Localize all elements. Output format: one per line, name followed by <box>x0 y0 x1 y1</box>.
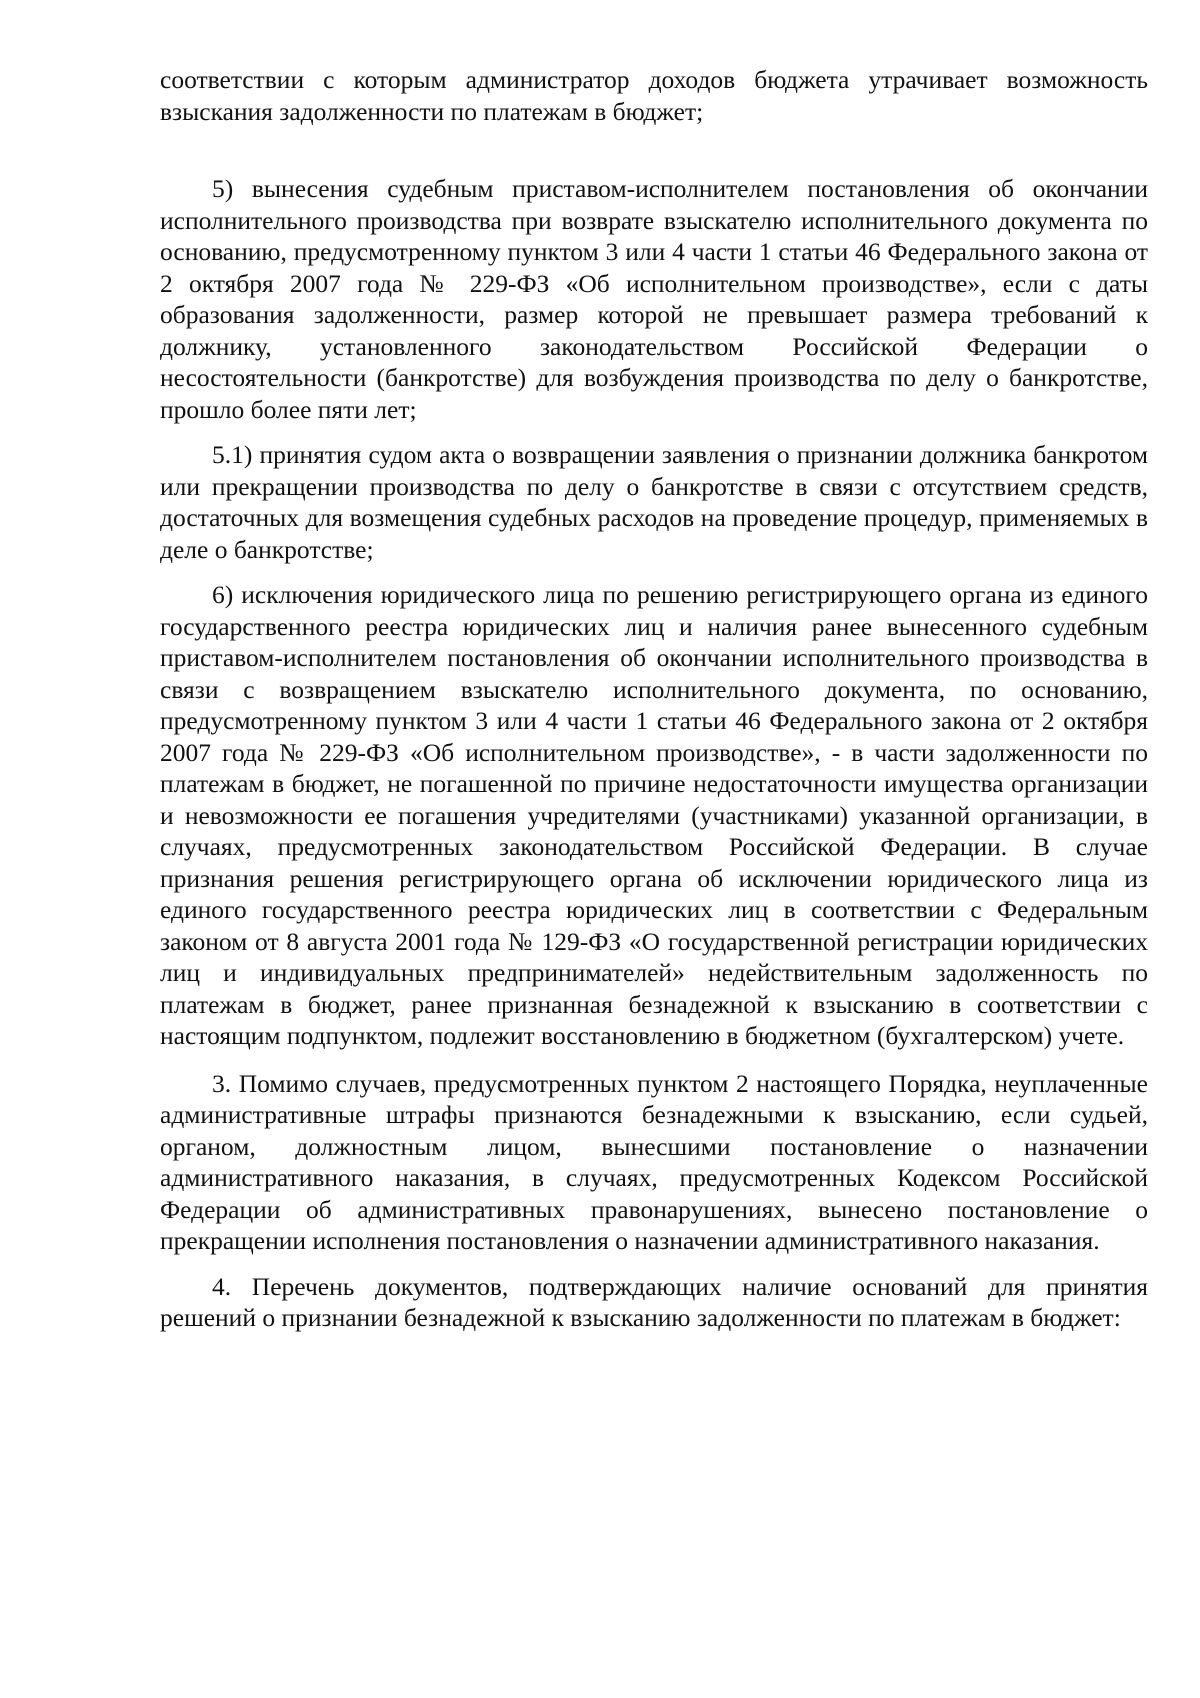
paragraph-clause-3: 3. Помимо случаев, предусмотренных пунктом 2 настоящего Порядка, неуплаченные административные штрафы признаются безнадежными к взысканию, если судьей, органом, должностным лицом, вынесшими постановление о назначении административного наказания, в случаях, предусмотренных Кодексом Российской Федерации об административных правонарушениях, вынесено постановление о прекращении исполнения постановления о назначении административного наказания. <box>160 1068 1148 1255</box>
paragraph-clause-4: 4. Перечень документов, подтверждающих наличие оснований для принятия решений о признании безнадежной к взысканию задолженности по платежам в бюджет: <box>160 1271 1148 1332</box>
document-body <box>160 64 1148 1334</box>
paragraph-item-5-1: 5.1) принятия судом акта о возвращении заявления о признании должника банкротом или прекращении производства по делу о банкротстве в связи с отсутствием средств, достаточных для возмещения судебных расходов на проведение процедур, применяемых в деле о банкротстве; <box>160 440 1148 564</box>
paragraph-continuation: соответствии с которым администратор доходов бюджета утрачивает возможность взыскания задолженности по платежам в бюджет; <box>160 65 1148 126</box>
paragraph-item-5: 5) вынесения судебным приставом-исполнителем постановления об окончании исполнительного производства при возврате взыскателю исполнительного документа по основанию, предусмотренному пунктом 3 или 4 части 1 статьи 46 Федерального закона от 2 октября 2007 года № 229-ФЗ «Об исполнительном производстве», если с даты образования задолженности, размер которой не превышает размера требований к должнику, установленного законодательством Российской Федерации о несостоятельности (банкротстве) для возбуждения производства по делу о банкротстве, прошло более пяти лет; <box>160 174 1148 424</box>
paragraph-item-6: 6) исключения юридического лица по решению регистрирующего органа из единого государственного реестра юридических лиц и наличия ранее вынесенного судебным приставом-исполнителем постановления об окончании исполнительного производства в связи с возвращением взыскателю исполнительного документа, по основанию, предусмотренному пунктом 3 или 4 части 1 статьи 46 Федерального закона от 2 октября 2007 года № 229-ФЗ «Об исполнительном производстве», - в части задолженности по платежам в бюджет, не погашенной по причине недостаточности имущества организации и невозможности ее погашения учредителями (участниками) указанной организации, в случаях, предусмотренных законодательством Российской Федерации. В случае признания решения регистрирующего органа об исключении юридического лица из единого государственного реестра юридических лиц в соответствии с Федеральным законом от 8 августа 2001 года № 129-ФЗ «О государственной регистрации юридических лиц и индивидуальных предпринимателей» недействительным задолженность по платежам в бюджет, ранее признанная безнадежной к взысканию в соответствии с настоящим подпунктом, подлежит восстановлению в бюджетном (бухгалтерском) учете. <box>160 580 1148 1050</box>
